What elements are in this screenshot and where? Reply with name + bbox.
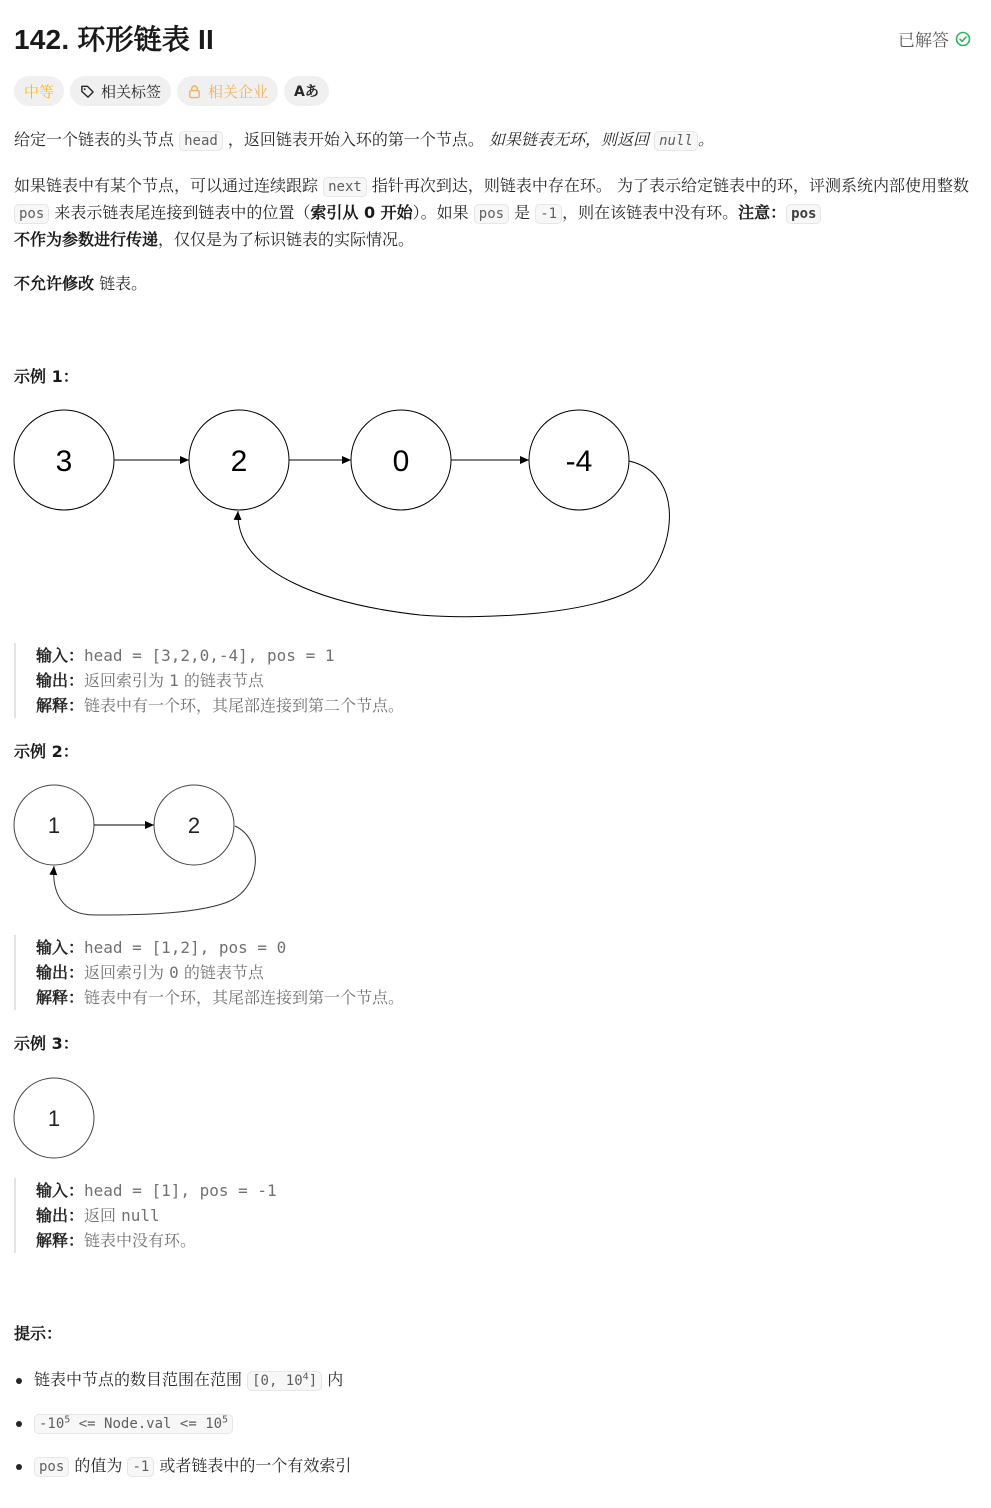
- related-companies-label: 相关企业: [208, 82, 269, 101]
- example-1-title: 示例 1：: [14, 367, 79, 386]
- text: 的链表节点: [178, 671, 264, 690]
- text: 链表中节点的数目范围在范围: [34, 1370, 248, 1389]
- constraint-item: [14, 1367, 714, 1394]
- difficulty-badge: [14, 76, 64, 106]
- text: 链表。: [94, 274, 148, 293]
- input-label: 输入：: [36, 938, 85, 957]
- input-label: 输入：: [36, 646, 85, 665]
- explain-label: 解释：: [36, 988, 85, 1007]
- desc-paragraph-2: [14, 173, 969, 253]
- output-value: 1: [169, 671, 179, 690]
- code-minus-one: -1: [127, 1457, 154, 1477]
- tag-icon: [80, 84, 95, 99]
- emphasis-text: 。: [697, 130, 714, 149]
- desc-paragraph-3: [14, 271, 147, 297]
- related-topics-label: 相关标签: [101, 82, 162, 101]
- code-pos: pos: [786, 204, 821, 224]
- tag-bar: [14, 76, 329, 106]
- output-label: 输出：: [36, 671, 85, 690]
- code-minus-one: -1: [535, 204, 562, 224]
- input-value: head = [1], pos = -1: [84, 1181, 277, 1200]
- output-label: 输出：: [36, 1206, 85, 1225]
- example-3-diagram: [0, 1070, 120, 1165]
- text: 返回索引为: [84, 963, 170, 982]
- example-1-diagram: [0, 400, 700, 630]
- text: 的链表节点: [178, 963, 264, 982]
- translate-button[interactable]: [284, 76, 329, 106]
- constraints-list: [14, 1367, 714, 1480]
- explain-label: 解释：: [36, 1231, 85, 1250]
- constraint-item: [14, 1410, 714, 1437]
- example-2-io: [14, 935, 636, 1010]
- lock-icon: [187, 84, 202, 99]
- node-value: 0: [392, 445, 410, 478]
- code-pos: pos: [34, 1457, 69, 1477]
- output-label: 输出：: [36, 963, 85, 982]
- example-3-title: 示例 3：: [14, 1034, 79, 1053]
- bold-text: 不允许修改: [14, 274, 95, 293]
- text: 返回: [84, 1206, 122, 1225]
- text: 给定一个链表的头节点: [14, 130, 180, 149]
- code-null: null: [654, 131, 698, 151]
- example-3-io: [14, 1178, 636, 1253]
- node-value: 2: [187, 813, 201, 838]
- explain-text: 链表中有一个环，其尾部连接到第二个节点。: [84, 696, 405, 715]
- problem-title: 142. 环形链表 II: [14, 24, 215, 55]
- code-head: head: [179, 131, 223, 151]
- node-value: 2: [230, 445, 248, 478]
- code-pos: pos: [14, 204, 49, 224]
- bold-text: 注意：: [738, 203, 787, 222]
- text: 的值为: [69, 1456, 128, 1475]
- output-value: 0: [169, 963, 179, 982]
- emphasis-text: 如果链表无环，则返回: [489, 130, 655, 149]
- translate-icon: Aあ: [294, 84, 319, 100]
- code-pos: pos: [474, 204, 509, 224]
- text: 返回索引为: [84, 671, 170, 690]
- input-value: head = [1,2], pos = 0: [84, 938, 287, 957]
- title-row: [14, 18, 971, 58]
- output-value: null: [121, 1206, 160, 1225]
- desc-paragraph-1: [14, 127, 714, 154]
- text: 内: [322, 1370, 344, 1389]
- node-value: 3: [55, 445, 73, 478]
- text: 是: [509, 203, 536, 222]
- node-value: 1: [47, 1106, 61, 1131]
- code-node-val-range: $-10^5$ <= Node.val <= $10^5$: [34, 1414, 233, 1434]
- text: 如果链表中有某个节点，可以通过连续跟踪: [14, 176, 324, 195]
- solved-status: [898, 26, 971, 51]
- difficulty-label: 中等: [24, 82, 55, 101]
- explain-text: 链表中没有环。: [84, 1231, 197, 1250]
- example-1-io: [14, 643, 636, 718]
- solved-label: 已解答: [898, 31, 949, 51]
- code-next: next: [323, 177, 367, 197]
- text: ，则在该链表中没有环。: [562, 203, 739, 222]
- check-circle-icon: [955, 31, 971, 47]
- explain-label: 解释：: [36, 696, 85, 715]
- bold-text: 索引从 0 开始: [310, 203, 413, 222]
- constraints-title: 提示：: [14, 1324, 63, 1343]
- input-value: head = [3,2,0,-4], pos = 1: [84, 646, 335, 665]
- node-value: 1: [47, 813, 61, 838]
- bold-text: 不作为参数进行传递: [14, 230, 159, 249]
- text: 指针再次到达，则链表中存在环。 为了表示给定链表中的环，评测系统内部使用整数: [366, 176, 969, 195]
- text: ，返回链表开始入环的第一个节点。: [222, 130, 489, 149]
- input-label: 输入：: [36, 1181, 85, 1200]
- constraint-item: [14, 1453, 714, 1480]
- example-2-title: 示例 2：: [14, 742, 79, 761]
- example-2-diagram: [0, 780, 300, 920]
- related-topics-button[interactable]: [70, 76, 171, 106]
- text: ）。如果: [412, 203, 474, 222]
- explain-text: 链表中有一个环，其尾部连接到第一个节点。: [84, 988, 405, 1007]
- code-range: [0, $10^4$]: [247, 1371, 322, 1391]
- node-value: -4: [565, 445, 593, 478]
- related-companies-button[interactable]: [177, 76, 278, 106]
- text: 或者链表中的一个有效索引: [154, 1456, 352, 1475]
- text: 来表示链表尾连接到链表中的位置（: [49, 203, 311, 222]
- text: ，仅仅是为了标识链表的实际情况。: [158, 230, 415, 249]
